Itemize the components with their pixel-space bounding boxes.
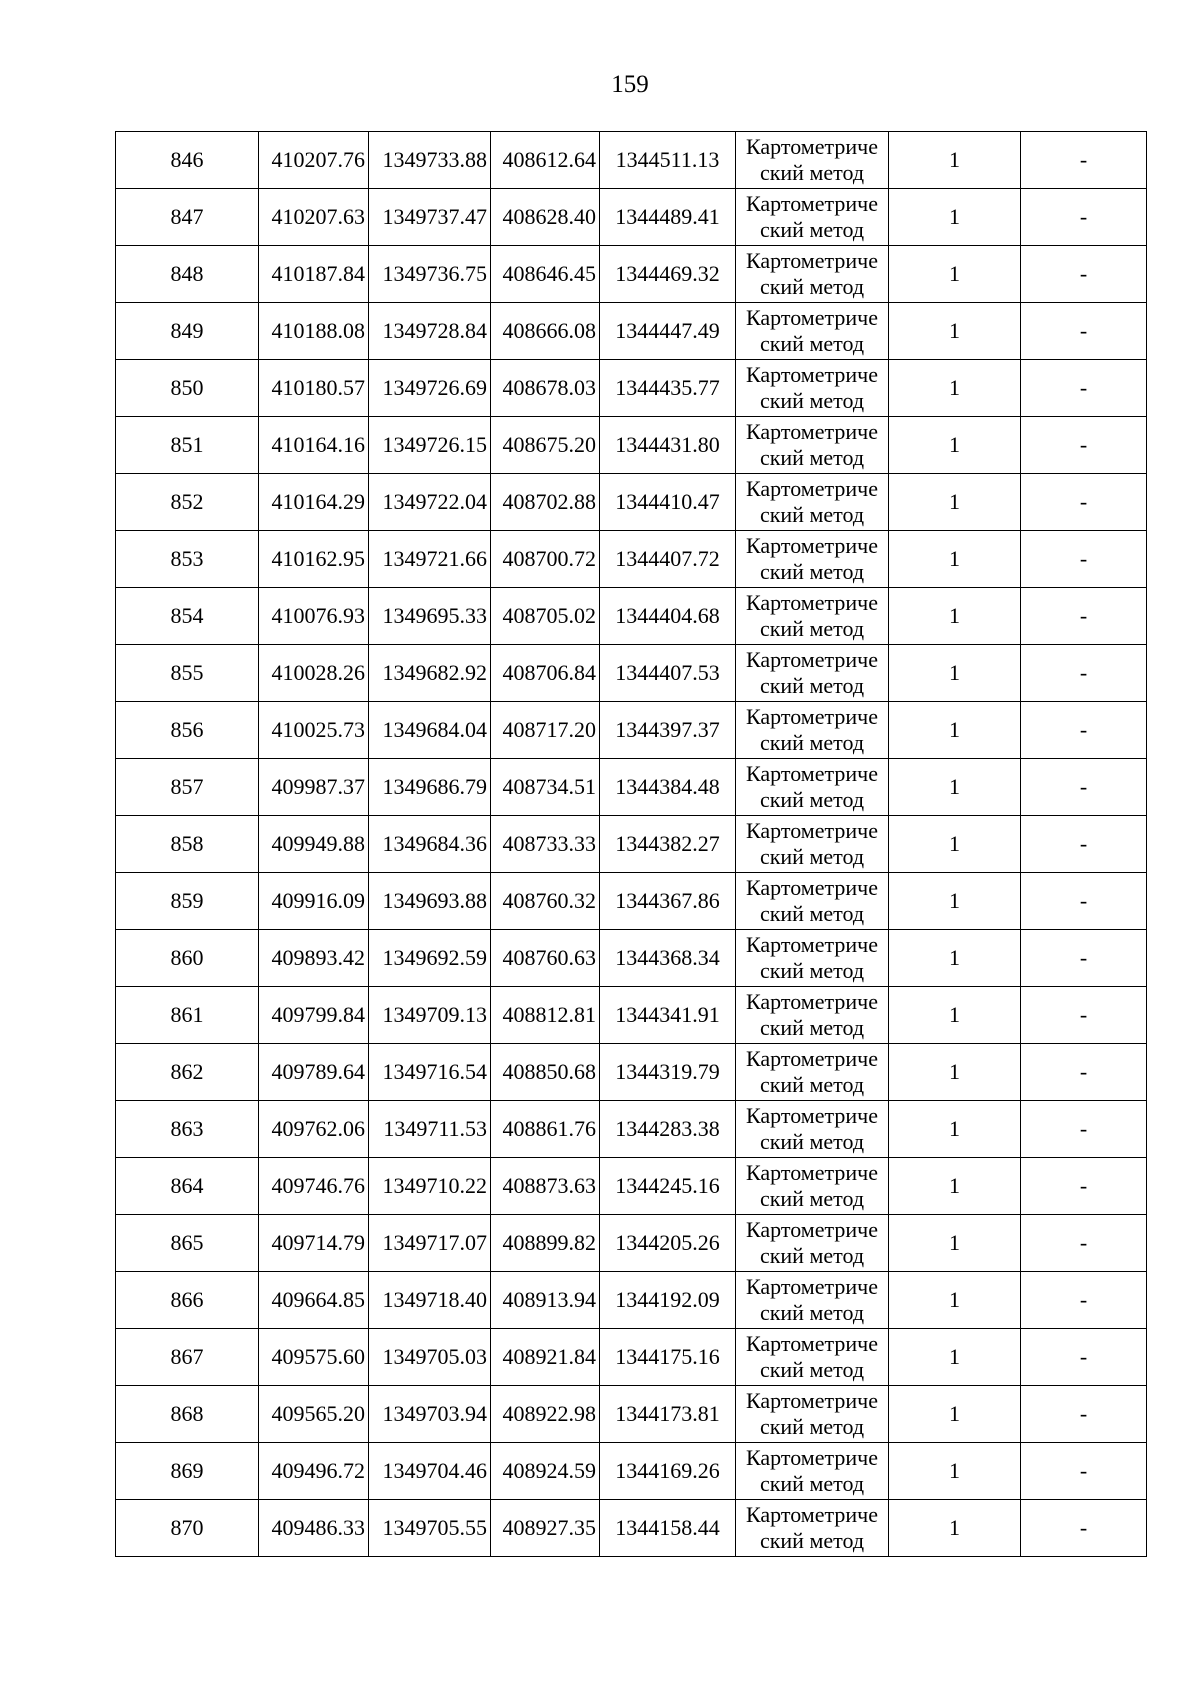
method-cell <box>736 702 889 759</box>
method-cell <box>736 531 889 588</box>
x2-coordinate-cell: 408646.45 <box>491 246 600 303</box>
method-cell <box>736 1500 889 1557</box>
accuracy-cell: 1 <box>889 702 1021 759</box>
method-line-1: Картометриче <box>746 1274 878 1299</box>
method-line-2: ский метод <box>759 1072 865 1097</box>
note-cell: - <box>1021 1386 1147 1443</box>
x-coordinate-cell: 410025.73 <box>259 702 369 759</box>
note-cell: - <box>1021 1329 1147 1386</box>
point-number-cell: 850 <box>116 360 259 417</box>
y-coordinate-cell: 1349684.04 <box>369 702 491 759</box>
point-number-cell: 849 <box>116 303 259 360</box>
y-coordinate-cell: 1349737.47 <box>369 189 491 246</box>
x-coordinate-cell: 409789.64 <box>259 1044 369 1101</box>
note-cell: - <box>1021 531 1147 588</box>
y-coordinate-cell: 1349722.04 <box>369 474 491 531</box>
method-cell <box>736 246 889 303</box>
method-line-2: ский метод <box>759 1129 865 1154</box>
x-coordinate-cell: 409496.72 <box>259 1443 369 1500</box>
method-line-1: Картометриче <box>746 590 878 615</box>
table-row <box>116 1386 1147 1443</box>
note-cell: - <box>1021 189 1147 246</box>
y2-coordinate-cell: 1344175.16 <box>600 1329 736 1386</box>
method-cell <box>736 873 889 930</box>
accuracy-cell: 1 <box>889 1158 1021 1215</box>
point-number-cell: 868 <box>116 1386 259 1443</box>
table-row <box>116 1329 1147 1386</box>
accuracy-cell: 1 <box>889 645 1021 702</box>
y-coordinate-cell: 1349710.22 <box>369 1158 491 1215</box>
y-coordinate-cell: 1349718.40 <box>369 1272 491 1329</box>
note-cell: - <box>1021 417 1147 474</box>
accuracy-cell: 1 <box>889 417 1021 474</box>
y-coordinate-cell: 1349717.07 <box>369 1215 491 1272</box>
x-coordinate-cell: 410076.93 <box>259 588 369 645</box>
method-line-2: ский метод <box>759 1186 865 1211</box>
y-coordinate-cell: 1349726.69 <box>369 360 491 417</box>
method-line-2: ский метод <box>759 1414 865 1439</box>
note-cell: - <box>1021 1500 1147 1557</box>
method-line-1: Картометриче <box>746 362 878 387</box>
method-line-1: Картометриче <box>746 989 878 1014</box>
x2-coordinate-cell: 408702.88 <box>491 474 600 531</box>
x2-coordinate-cell: 408678.03 <box>491 360 600 417</box>
y2-coordinate-cell: 1344319.79 <box>600 1044 736 1101</box>
table-row <box>116 1443 1147 1500</box>
y-coordinate-cell: 1349736.75 <box>369 246 491 303</box>
y2-coordinate-cell: 1344367.86 <box>600 873 736 930</box>
method-cell <box>736 1101 889 1158</box>
method-line-2: ский метод <box>759 1357 865 1382</box>
x-coordinate-cell: 410187.84 <box>259 246 369 303</box>
x-coordinate-cell: 409987.37 <box>259 759 369 816</box>
y-coordinate-cell: 1349721.66 <box>369 531 491 588</box>
x2-coordinate-cell: 408861.76 <box>491 1101 600 1158</box>
accuracy-cell: 1 <box>889 1215 1021 1272</box>
y-coordinate-cell: 1349709.13 <box>369 987 491 1044</box>
method-line-2: ский метод <box>759 217 865 242</box>
accuracy-cell: 1 <box>889 1386 1021 1443</box>
method-line-1: Картометриче <box>746 1103 878 1128</box>
x2-coordinate-cell: 408705.02 <box>491 588 600 645</box>
note-cell: - <box>1021 303 1147 360</box>
accuracy-cell: 1 <box>889 360 1021 417</box>
method-line-2: ский метод <box>759 730 865 755</box>
x2-coordinate-cell: 408706.84 <box>491 645 600 702</box>
note-cell: - <box>1021 1215 1147 1272</box>
y2-coordinate-cell: 1344489.41 <box>600 189 736 246</box>
method-line-1: Картометриче <box>746 1388 878 1413</box>
accuracy-cell: 1 <box>889 1272 1021 1329</box>
x-coordinate-cell: 409893.42 <box>259 930 369 987</box>
y2-coordinate-cell: 1344158.44 <box>600 1500 736 1557</box>
method-line-1: Картометриче <box>746 533 878 558</box>
method-line-1: Картометриче <box>746 818 878 843</box>
accuracy-cell: 1 <box>889 531 1021 588</box>
y-coordinate-cell: 1349695.33 <box>369 588 491 645</box>
y-coordinate-cell: 1349686.79 <box>369 759 491 816</box>
y-coordinate-cell: 1349711.53 <box>369 1101 491 1158</box>
method-line-2: ский метод <box>759 274 865 299</box>
x-coordinate-cell: 410180.57 <box>259 360 369 417</box>
table-row <box>116 645 1147 702</box>
y2-coordinate-cell: 1344341.91 <box>600 987 736 1044</box>
method-line-1: Картометриче <box>746 875 878 900</box>
method-line-1: Картометриче <box>746 191 878 216</box>
note-cell: - <box>1021 930 1147 987</box>
table-row <box>116 246 1147 303</box>
y-coordinate-cell: 1349733.88 <box>369 132 491 189</box>
x2-coordinate-cell: 408924.59 <box>491 1443 600 1500</box>
method-line-2: ский метод <box>759 787 865 812</box>
y-coordinate-cell: 1349705.03 <box>369 1329 491 1386</box>
x-coordinate-cell: 409664.85 <box>259 1272 369 1329</box>
accuracy-cell: 1 <box>889 987 1021 1044</box>
table-row <box>116 1500 1147 1557</box>
x2-coordinate-cell: 408812.81 <box>491 987 600 1044</box>
accuracy-cell: 1 <box>889 1044 1021 1101</box>
note-cell: - <box>1021 759 1147 816</box>
note-cell: - <box>1021 1443 1147 1500</box>
accuracy-cell: 1 <box>889 759 1021 816</box>
note-cell: - <box>1021 588 1147 645</box>
table-row <box>116 987 1147 1044</box>
point-number-cell: 860 <box>116 930 259 987</box>
note-cell: - <box>1021 645 1147 702</box>
accuracy-cell: 1 <box>889 246 1021 303</box>
point-number-cell: 857 <box>116 759 259 816</box>
y2-coordinate-cell: 1344205.26 <box>600 1215 736 1272</box>
point-number-cell: 847 <box>116 189 259 246</box>
method-line-1: Картометриче <box>746 1445 878 1470</box>
method-cell <box>736 816 889 873</box>
y2-coordinate-cell: 1344469.32 <box>600 246 736 303</box>
x-coordinate-cell: 409746.76 <box>259 1158 369 1215</box>
method-cell <box>736 588 889 645</box>
method-cell <box>736 417 889 474</box>
y-coordinate-cell: 1349705.55 <box>369 1500 491 1557</box>
method-line-1: Картометриче <box>746 761 878 786</box>
method-line-2: ский метод <box>759 1471 865 1496</box>
x2-coordinate-cell: 408733.33 <box>491 816 600 873</box>
method-line-1: Картометриче <box>746 932 878 957</box>
method-line-2: ский метод <box>759 958 865 983</box>
method-cell <box>736 303 889 360</box>
x-coordinate-cell: 410207.76 <box>259 132 369 189</box>
method-cell <box>736 1443 889 1500</box>
point-number-cell: 846 <box>116 132 259 189</box>
method-line-2: ский метод <box>759 559 865 584</box>
accuracy-cell: 1 <box>889 1443 1021 1500</box>
accuracy-cell: 1 <box>889 303 1021 360</box>
x2-coordinate-cell: 408734.51 <box>491 759 600 816</box>
point-number-cell: 848 <box>116 246 259 303</box>
note-cell: - <box>1021 702 1147 759</box>
x2-coordinate-cell: 408913.94 <box>491 1272 600 1329</box>
x-coordinate-cell: 409575.60 <box>259 1329 369 1386</box>
x-coordinate-cell: 409565.20 <box>259 1386 369 1443</box>
x-coordinate-cell: 410207.63 <box>259 189 369 246</box>
method-cell <box>736 645 889 702</box>
x2-coordinate-cell: 408760.63 <box>491 930 600 987</box>
table-row <box>116 189 1147 246</box>
x-coordinate-cell: 410028.26 <box>259 645 369 702</box>
y2-coordinate-cell: 1344435.77 <box>600 360 736 417</box>
table-row <box>116 417 1147 474</box>
y-coordinate-cell: 1349728.84 <box>369 303 491 360</box>
table-body <box>116 132 1147 1557</box>
method-line-1: Картометриче <box>746 1331 878 1356</box>
method-cell <box>736 1044 889 1101</box>
note-cell: - <box>1021 1044 1147 1101</box>
table-row <box>116 1215 1147 1272</box>
point-number-cell: 865 <box>116 1215 259 1272</box>
point-number-cell: 869 <box>116 1443 259 1500</box>
point-number-cell: 858 <box>116 816 259 873</box>
note-cell: - <box>1021 816 1147 873</box>
y2-coordinate-cell: 1344173.81 <box>600 1386 736 1443</box>
x-coordinate-cell: 410164.16 <box>259 417 369 474</box>
method-line-2: ский метод <box>759 673 865 698</box>
table-row <box>116 1158 1147 1215</box>
method-line-2: ский метод <box>759 1300 865 1325</box>
point-number-cell: 862 <box>116 1044 259 1101</box>
x2-coordinate-cell: 408850.68 <box>491 1044 600 1101</box>
method-cell <box>736 759 889 816</box>
y-coordinate-cell: 1349716.54 <box>369 1044 491 1101</box>
y2-coordinate-cell: 1344384.48 <box>600 759 736 816</box>
y2-coordinate-cell: 1344407.53 <box>600 645 736 702</box>
note-cell: - <box>1021 1272 1147 1329</box>
y2-coordinate-cell: 1344283.38 <box>600 1101 736 1158</box>
method-line-2: ский метод <box>759 445 865 470</box>
accuracy-cell: 1 <box>889 189 1021 246</box>
y2-coordinate-cell: 1344368.34 <box>600 930 736 987</box>
y2-coordinate-cell: 1344447.49 <box>600 303 736 360</box>
method-line-2: ский метод <box>759 1015 865 1040</box>
note-cell: - <box>1021 474 1147 531</box>
table-row <box>116 1101 1147 1158</box>
y-coordinate-cell: 1349692.59 <box>369 930 491 987</box>
y-coordinate-cell: 1349693.88 <box>369 873 491 930</box>
x-coordinate-cell: 409486.33 <box>259 1500 369 1557</box>
method-cell <box>736 1215 889 1272</box>
table-row <box>116 873 1147 930</box>
method-line-1: Картометриче <box>746 704 878 729</box>
x2-coordinate-cell: 408612.64 <box>491 132 600 189</box>
x2-coordinate-cell: 408760.32 <box>491 873 600 930</box>
method-line-1: Картометриче <box>746 305 878 330</box>
point-number-cell: 866 <box>116 1272 259 1329</box>
x2-coordinate-cell: 408927.35 <box>491 1500 600 1557</box>
accuracy-cell: 1 <box>889 1101 1021 1158</box>
y2-coordinate-cell: 1344245.16 <box>600 1158 736 1215</box>
y2-coordinate-cell: 1344404.68 <box>600 588 736 645</box>
x2-coordinate-cell: 408628.40 <box>491 189 600 246</box>
x2-coordinate-cell: 408921.84 <box>491 1329 600 1386</box>
table-row <box>116 531 1147 588</box>
note-cell: - <box>1021 873 1147 930</box>
table-row <box>116 702 1147 759</box>
table-row <box>116 360 1147 417</box>
page-number: 159 <box>611 71 649 98</box>
point-number-cell: 867 <box>116 1329 259 1386</box>
point-number-cell: 851 <box>116 417 259 474</box>
y2-coordinate-cell: 1344382.27 <box>600 816 736 873</box>
method-line-2: ский метод <box>759 331 865 356</box>
x-coordinate-cell: 409916.09 <box>259 873 369 930</box>
method-cell <box>736 189 889 246</box>
note-cell: - <box>1021 132 1147 189</box>
method-cell <box>736 1386 889 1443</box>
note-cell: - <box>1021 246 1147 303</box>
y-coordinate-cell: 1349703.94 <box>369 1386 491 1443</box>
method-line-2: ский метод <box>759 1243 865 1268</box>
y2-coordinate-cell: 1344192.09 <box>600 1272 736 1329</box>
point-number-cell: 864 <box>116 1158 259 1215</box>
x-coordinate-cell: 409799.84 <box>259 987 369 1044</box>
accuracy-cell: 1 <box>889 1500 1021 1557</box>
point-number-cell: 859 <box>116 873 259 930</box>
method-cell <box>736 474 889 531</box>
y-coordinate-cell: 1349682.92 <box>369 645 491 702</box>
method-line-1: Картометриче <box>746 248 878 273</box>
accuracy-cell: 1 <box>889 1329 1021 1386</box>
accuracy-cell: 1 <box>889 474 1021 531</box>
table-row <box>116 303 1147 360</box>
point-number-cell: 863 <box>116 1101 259 1158</box>
method-cell <box>736 360 889 417</box>
coordinates-table <box>115 131 1147 1557</box>
x2-coordinate-cell: 408675.20 <box>491 417 600 474</box>
method-line-1: Картометриче <box>746 134 878 159</box>
note-cell: - <box>1021 987 1147 1044</box>
method-line-2: ский метод <box>759 160 865 185</box>
x2-coordinate-cell: 408873.63 <box>491 1158 600 1215</box>
method-line-2: ский метод <box>759 1528 865 1553</box>
method-line-1: Картометриче <box>746 1160 878 1185</box>
method-line-1: Картометриче <box>746 1217 878 1242</box>
x-coordinate-cell: 410162.95 <box>259 531 369 588</box>
y2-coordinate-cell: 1344169.26 <box>600 1443 736 1500</box>
method-line-2: ский метод <box>759 502 865 527</box>
method-cell <box>736 1272 889 1329</box>
method-line-2: ский метод <box>759 388 865 413</box>
x2-coordinate-cell: 408922.98 <box>491 1386 600 1443</box>
method-line-2: ский метод <box>759 844 865 869</box>
method-line-1: Картометриче <box>746 419 878 444</box>
method-line-2: ский метод <box>759 901 865 926</box>
method-cell <box>736 930 889 987</box>
point-number-cell: 855 <box>116 645 259 702</box>
method-line-1: Картометриче <box>746 647 878 672</box>
note-cell: - <box>1021 1101 1147 1158</box>
accuracy-cell: 1 <box>889 873 1021 930</box>
y-coordinate-cell: 1349704.46 <box>369 1443 491 1500</box>
table-row <box>116 588 1147 645</box>
method-cell <box>736 132 889 189</box>
table-row <box>116 816 1147 873</box>
x2-coordinate-cell: 408717.20 <box>491 702 600 759</box>
y2-coordinate-cell: 1344410.47 <box>600 474 736 531</box>
point-number-cell: 853 <box>116 531 259 588</box>
table-row <box>116 132 1147 189</box>
x-coordinate-cell: 410188.08 <box>259 303 369 360</box>
table-row <box>116 1044 1147 1101</box>
note-cell: - <box>1021 360 1147 417</box>
accuracy-cell: 1 <box>889 132 1021 189</box>
method-cell <box>736 987 889 1044</box>
point-number-cell: 854 <box>116 588 259 645</box>
y2-coordinate-cell: 1344407.72 <box>600 531 736 588</box>
x-coordinate-cell: 410164.29 <box>259 474 369 531</box>
method-line-2: ский метод <box>759 616 865 641</box>
x2-coordinate-cell: 408666.08 <box>491 303 600 360</box>
accuracy-cell: 1 <box>889 816 1021 873</box>
method-cell <box>736 1158 889 1215</box>
y2-coordinate-cell: 1344511.13 <box>600 132 736 189</box>
x2-coordinate-cell: 408700.72 <box>491 531 600 588</box>
x2-coordinate-cell: 408899.82 <box>491 1215 600 1272</box>
x-coordinate-cell: 409762.06 <box>259 1101 369 1158</box>
table-row <box>116 474 1147 531</box>
accuracy-cell: 1 <box>889 588 1021 645</box>
note-cell: - <box>1021 1158 1147 1215</box>
point-number-cell: 856 <box>116 702 259 759</box>
table-row <box>116 930 1147 987</box>
point-number-cell: 852 <box>116 474 259 531</box>
y-coordinate-cell: 1349726.15 <box>369 417 491 474</box>
method-cell <box>736 1329 889 1386</box>
method-line-1: Картометриче <box>746 1046 878 1071</box>
point-number-cell: 861 <box>116 987 259 1044</box>
y-coordinate-cell: 1349684.36 <box>369 816 491 873</box>
table-row <box>116 1272 1147 1329</box>
point-number-cell: 870 <box>116 1500 259 1557</box>
x-coordinate-cell: 409949.88 <box>259 816 369 873</box>
x-coordinate-cell: 409714.79 <box>259 1215 369 1272</box>
y2-coordinate-cell: 1344431.80 <box>600 417 736 474</box>
table-row <box>116 759 1147 816</box>
accuracy-cell: 1 <box>889 930 1021 987</box>
method-line-1: Картометриче <box>746 476 878 501</box>
y2-coordinate-cell: 1344397.37 <box>600 702 736 759</box>
method-line-1: Картометриче <box>746 1502 878 1527</box>
